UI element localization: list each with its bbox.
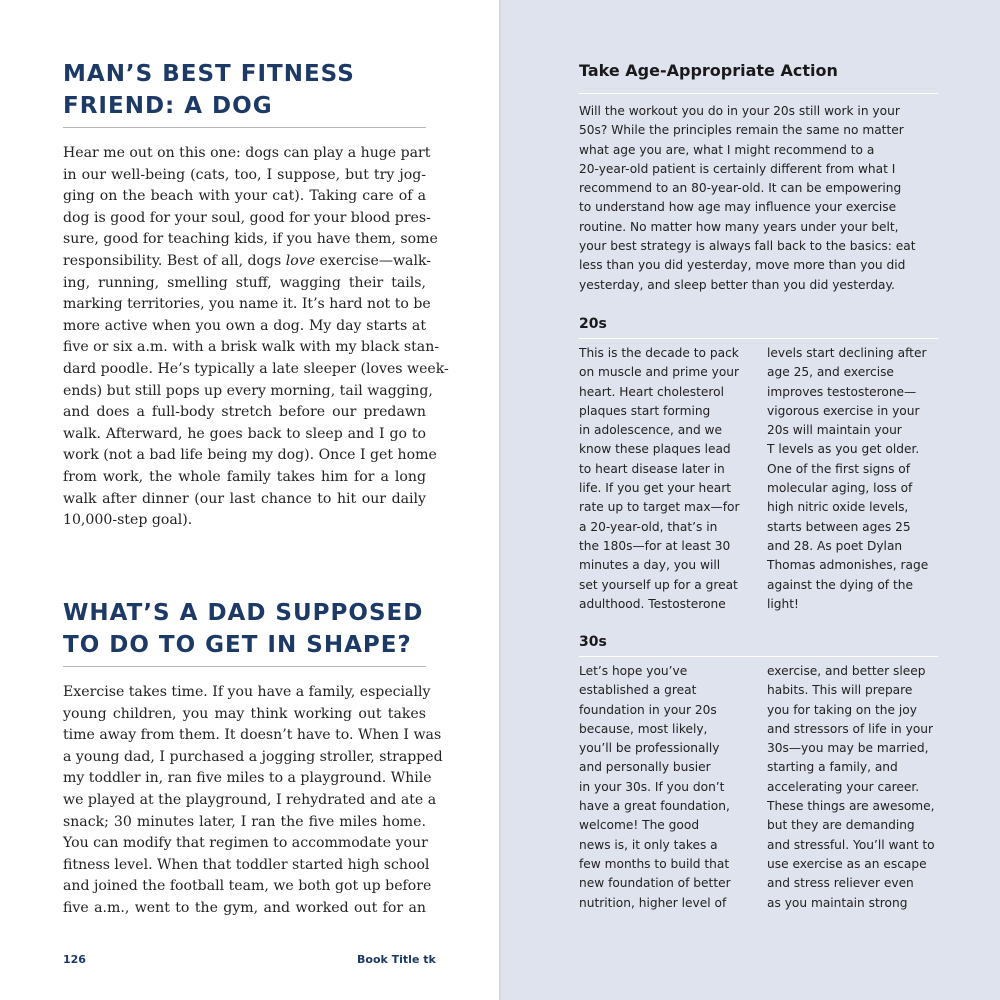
text-line: life. If you get your heart — [579, 481, 731, 496]
section-heading-30s: 30s — [579, 634, 607, 650]
heading-dad-get-in-shape — [63, 597, 443, 661]
text-line: high nitric oxide levels, — [767, 500, 909, 515]
text-line: against the dying of the — [767, 577, 913, 592]
text-line: starts between ages 25 — [767, 519, 911, 534]
text-line: walk. Afterward, he goes back to sleep and I go to — [63, 425, 426, 442]
heading-rule — [63, 666, 426, 667]
text-line: five or six a.m. with a brisk walk with my black stan- — [63, 339, 440, 356]
text-line: vigorous exercise in your — [767, 403, 920, 418]
text-line: ends) but still pops up every morning, tail wagging, — [63, 382, 433, 399]
text-line: from work, the whole family takes him for a long — [63, 468, 426, 485]
text-line: and joined the football team, we both got up before — [63, 878, 432, 895]
text-line: a 20-year-old, that’s in — [579, 519, 718, 534]
text-line: dard poodle. He’s typically a late sleeper (loves week- — [63, 360, 449, 377]
text-line: This is the decade to pack — [579, 346, 739, 360]
heading-line: WHAT’S A DAD SUPPOSED — [63, 600, 424, 626]
text-line: and stress reliever even — [767, 876, 914, 891]
text-line: Hear me out on this one: dogs can play a huge part — [63, 145, 431, 161]
text-line: your best strategy is always fall back to the basics: eat — [579, 239, 916, 254]
text-line: on muscle and prime your — [579, 365, 740, 380]
text-line: sure, good for teaching kids, if you have them, some — [63, 231, 438, 248]
text-line: snack; 30 minutes later, I ran the five miles home. — [63, 813, 426, 830]
text-line: because, most likely, — [579, 721, 708, 736]
section-rule — [579, 338, 938, 339]
text-line — [63, 251, 432, 273]
text-line: foundation in your 20s — [579, 702, 717, 717]
heading-line: FRIEND: A DOG — [63, 93, 273, 119]
text-line: levels start declining after — [767, 346, 927, 360]
section-30s-column-2 — [767, 662, 935, 913]
text-line: nutrition, higher level of — [579, 895, 727, 910]
text-line: use exercise as an escape — [767, 856, 927, 871]
text-line: dog is good for your soul, good for your blood pres- — [63, 209, 431, 226]
text-line: Will the workout you do in your 20s still work in your — [579, 104, 900, 118]
text-line: 50s? While the principles remain the same no matter — [579, 123, 904, 138]
text-line: ging on the beach with your cat). Taking care of a — [63, 188, 426, 205]
text-line: young children, you may think working out takes — [63, 705, 426, 722]
text-line: and stressors of life in your — [767, 721, 934, 736]
heading-line: TO DO TO GET IN SHAPE? — [63, 632, 412, 658]
text-line: my toddler in, ran five miles to a playground. While — [63, 770, 432, 787]
text-line: walk after dinner (our last chance to hit our daily — [63, 490, 426, 507]
section-heading-20s: 20s — [579, 316, 607, 332]
text-line: fitness level. When that toddler started high school — [63, 856, 430, 873]
text-line: and personally busier — [579, 760, 711, 775]
text-line: a young dad, I purchased a jogging stroller, strapped — [63, 748, 443, 765]
text-line: established a great — [579, 683, 697, 698]
text-line: yesterday, and sleep better than you did yesterday. — [579, 277, 895, 292]
text-line: what age you are, what I might recommend to a — [579, 142, 875, 157]
text-line: minutes a day, you will — [579, 558, 721, 573]
text-segment: exercise—walk- — [315, 252, 432, 269]
text-line: heart. Heart cholesterol — [579, 384, 725, 399]
text-line: news is, it only takes a — [579, 837, 718, 852]
text-line: routine. No matter how many years under your belt, — [579, 219, 899, 234]
text-line: plaques start forming — [579, 403, 711, 418]
text-line: starting a family, and — [767, 760, 898, 775]
text-line: few months to build that — [579, 856, 730, 871]
text-line: but they are demanding — [767, 818, 915, 833]
text-line: Thomas admonishes, rage — [767, 558, 929, 573]
paragraph-dog — [63, 143, 449, 532]
text-line: more active when you own a dog. My day starts at — [63, 317, 426, 334]
text-line: we played at the playground, I rehydrated and ate a — [63, 791, 437, 808]
text-line: in your 30s. If you don’t — [579, 779, 725, 794]
text-line: new foundation of better — [579, 876, 731, 891]
text-line: set yourself up for a great — [579, 577, 738, 592]
text-line: work (not a bad life being my dog). Once I get home — [63, 447, 437, 464]
text-line: five a.m., went to the gym, and worked out for an — [63, 899, 426, 916]
text-line: adulthood. Testosterone — [579, 596, 726, 611]
text-line: and stressful. You’ll want to — [767, 837, 935, 852]
text-line: habits. This will prepare — [767, 683, 913, 698]
text-line: exercise, and better sleep — [767, 664, 926, 678]
text-line: rate up to target max—for — [579, 500, 740, 515]
text-line: accelerating your career. — [767, 779, 920, 794]
text-line: 10,000-step goal). — [63, 512, 193, 529]
text-line: age 25, and exercise — [767, 365, 894, 380]
text-line: less than you did yesterday, move more than you did — [579, 258, 906, 273]
text-line: to heart disease later in — [579, 461, 725, 476]
sidebar-title: Take Age-Appropriate Action — [579, 61, 838, 80]
text-line: 30s—you may be married, — [767, 741, 929, 756]
section-30s-column-1 — [579, 662, 731, 913]
section-20s-column-1 — [579, 344, 740, 614]
paragraph-dad — [63, 682, 443, 920]
sidebar-title-rule — [579, 93, 938, 94]
heading-rule — [63, 127, 426, 128]
text-line: as you maintain strong — [767, 895, 908, 910]
text-line: 20s will maintain your — [767, 423, 902, 438]
heading-mans-best-fitness-friend — [63, 58, 443, 122]
text-line: welcome! The good — [579, 818, 700, 833]
text-line: Let’s hope you’ve — [579, 664, 688, 678]
text-line: T levels as you get older. — [767, 442, 920, 457]
text-line: have a great foundation, — [579, 799, 730, 814]
text-line: you for taking on the joy — [767, 702, 917, 717]
text-line: the 180s—for at least 30 — [579, 538, 731, 553]
running-title: Book Title tk — [357, 953, 436, 966]
heading-line: MAN’S BEST FITNESS — [63, 61, 355, 87]
text-line: These things are awesome, — [767, 799, 935, 814]
text-line: 20-year-old patient is certainly different from what I — [579, 161, 896, 176]
text-line: in adolescence, and we — [579, 423, 723, 438]
text-line: you’ll be professionally — [579, 741, 720, 756]
text-line: marking territories, you name it. It’s hard not to be — [63, 296, 431, 313]
text-line: to understand how age may influence your exercise — [579, 200, 897, 215]
page-number: 126 — [63, 953, 86, 966]
text-line: Exercise takes time. If you have a family, especially — [63, 684, 431, 700]
text-line: and 28. As poet Dylan — [767, 538, 903, 553]
text-line: One of the first signs of — [767, 461, 911, 476]
text-line: time away from them. It doesn’t have to. When I was — [63, 727, 442, 744]
text-line: ing, running, smelling stuff, wagging their tails, — [63, 274, 426, 291]
italic-word: love — [285, 252, 316, 269]
text-line: molecular aging, loss of — [767, 481, 913, 496]
text-line: recommend to an 80-year-old. It can be empowering — [579, 181, 902, 196]
text-line: and does a full-body stretch before our predawn — [63, 404, 426, 421]
text-line: know these plaques lead — [579, 442, 731, 457]
section-20s-column-2 — [767, 344, 928, 614]
text-line: improves testosterone— — [767, 384, 917, 399]
text-segment: responsibility. Best of all, dogs — [63, 252, 286, 269]
text-line: in our well-being (cats, too, I suppose, but try jog- — [63, 166, 426, 183]
sidebar-intro — [579, 102, 916, 295]
text-line: You can modify that regimen to accommodate your — [63, 835, 428, 852]
text-line: light! — [767, 596, 799, 611]
section-rule — [579, 656, 938, 657]
